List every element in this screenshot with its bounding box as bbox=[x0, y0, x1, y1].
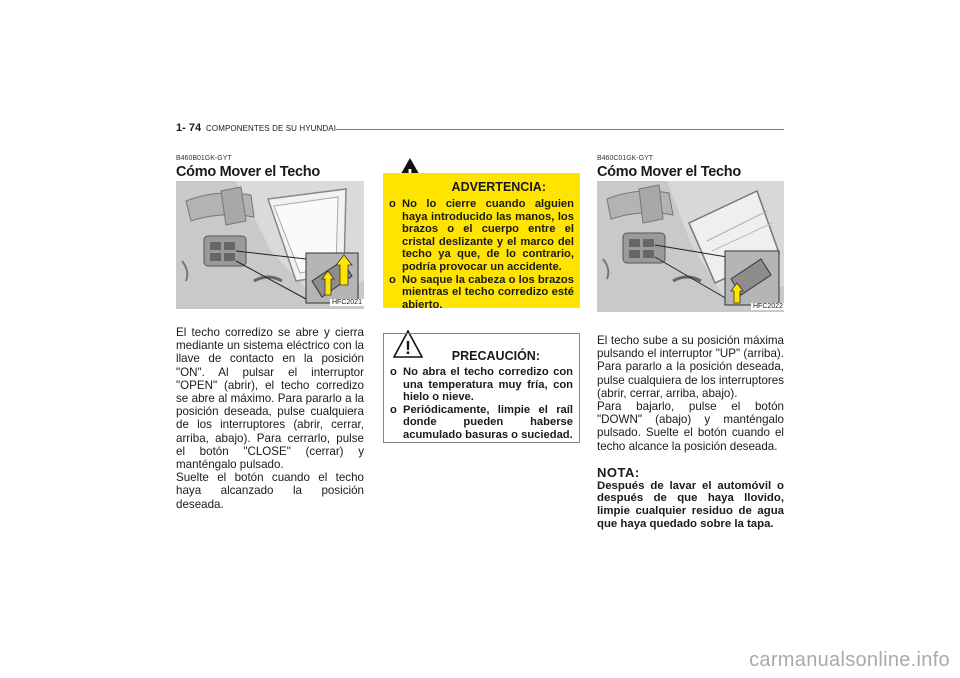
watermark: carmanualsonline.info bbox=[749, 649, 950, 671]
caution-title: PRECAUCIÓN: bbox=[451, 349, 540, 363]
left-body-text bbox=[176, 326, 364, 511]
nota-heading: NOTA: bbox=[597, 464, 640, 480]
left-section-title: Cómo Mover el Techo bbox=[176, 164, 320, 180]
header-title: COMPONENTES DE SU HYUNDAI bbox=[206, 124, 337, 133]
warning-title: ADVERTENCIA: bbox=[451, 180, 546, 194]
caution-item bbox=[390, 366, 573, 404]
bullet-marker: o bbox=[390, 366, 397, 378]
right-body-paragraph: El techo sube a su posición máxima pulsando el interruptor "UP" (arriba). Para pararlo a la posición deseada, pulse cualquiera de los interruptores (abrir, cerrar, arriba, abajo). bbox=[597, 334, 784, 400]
warning-item bbox=[389, 198, 574, 274]
warning-item-text: No saque la cabeza o los brazos mientras el techo corredizo esté abierto. bbox=[402, 273, 574, 311]
svg-text:!: ! bbox=[405, 338, 411, 358]
right-photo-code: HFC2022 bbox=[753, 303, 783, 310]
caution-item bbox=[390, 404, 573, 442]
warning-box bbox=[383, 173, 580, 311]
page-header bbox=[176, 122, 784, 136]
left-sunroof-photo bbox=[176, 181, 364, 309]
right-body-paragraph: Para bajarlo, pulse el botón "DOWN" (abajo) y manténgalo pulsado. Suelte el botón cuando el techo alcance la posición deseada. bbox=[597, 400, 784, 453]
left-photo-code: HFC2021 bbox=[332, 299, 362, 306]
left-section-code: B460B01GK-GYT bbox=[176, 155, 232, 162]
caution-box bbox=[383, 333, 580, 443]
left-body-paragraph: Suelte el botón cuando el techo haya alcanzado la posición deseada. bbox=[176, 471, 364, 511]
bullet-marker: o bbox=[389, 273, 396, 286]
left-body-paragraph: El techo corredizo se abre y cierra mediante un sistema eléctrico con la llave de contacto en la posición "ON". Al pulsar el interruptor "OPEN" (abrir), el techo corredizo se abre al máximo. Para pararlo a la posición deseada, pulse cualquiera de los interruptores (abrir, cerrar, arriba, abajo). Para cerrarlo, pulse el botón "CLOSE" (cerrar) y manténgalo pulsado. bbox=[176, 326, 364, 472]
right-section-code: B460C01GK-GYT bbox=[597, 155, 654, 162]
header-rule bbox=[336, 129, 784, 130]
right-section-title: Cómo Mover el Techo bbox=[597, 164, 741, 180]
caution-item-text: Periódicamente, limpie el raíl donde pueden haberse acumulado basuras o suciedad. bbox=[403, 403, 573, 441]
bullet-marker: o bbox=[390, 403, 397, 416]
warning-item bbox=[389, 274, 574, 312]
bullet-marker: o bbox=[389, 198, 396, 210]
nota-text: Después de lavar el automóvil o después de que haya llovido, limpie cualquier residuo de agua que haya quedado sobre la tapa. bbox=[597, 479, 784, 530]
page-number: 1- 74 bbox=[176, 122, 202, 134]
right-body bbox=[597, 334, 784, 530]
caution-item-text: No abra el techo corredizo con una temperatura muy fría, con hielo o nieve. bbox=[403, 366, 573, 404]
right-sunroof-photo bbox=[597, 181, 784, 312]
warning-item-text: No lo cierre cuando alguien haya introducido las manos, los brazos o el cuerpo entre el cristal deslizante y el marco del techo ya que, de lo contrario, podría provocar un accidente. bbox=[402, 198, 574, 273]
